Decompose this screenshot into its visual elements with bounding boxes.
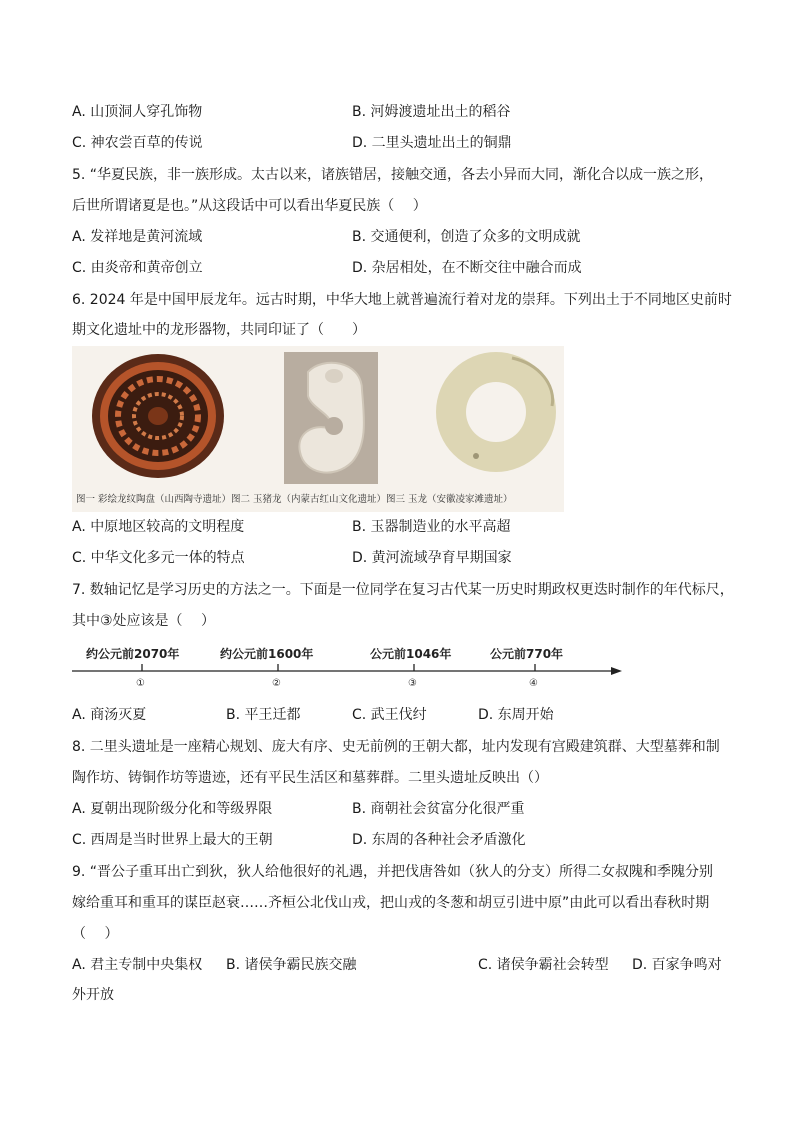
q9-stem-line3: （ ）	[72, 926, 119, 942]
timeline-label-2: 约公元前1600年	[220, 647, 314, 661]
timeline-label-3: 公元前1046年	[370, 647, 452, 661]
q5-option-b: B. 交通便利，创造了众多的文明成就	[352, 229, 581, 245]
q5-stem-line2: 后世所谓诸夏是也。”从这段话中可以看出华夏民族（ ）	[72, 198, 427, 214]
q5-option-d: D. 杂居相处，在不断交往中融合而成	[352, 260, 582, 276]
q7-option-d: D. 东周开始	[478, 707, 554, 723]
figure-caption: 图一 彩绘龙纹陶盘（山西陶寺遗址）图二 玉猪龙（内蒙古红山文化遗址）图三 玉龙（安徽凌家滩遗址）	[76, 494, 513, 505]
painted-pottery-plate-image	[92, 354, 224, 478]
q6-stem-line2: 期文化遗址中的龙形器物，共同印证了（ ）	[72, 322, 366, 338]
jade-dragon-ring-image	[436, 352, 556, 472]
q8-option-a: A. 夏朝出现阶级分化和等级界限	[72, 801, 273, 817]
timeline-label-1: 约公元前2070年	[86, 647, 180, 661]
timeline-label-4: 公元前770年	[490, 647, 564, 661]
q7-option-b: B. 平王迁都	[226, 707, 301, 723]
q6-option-d: D. 黄河流域孕育早期国家	[352, 550, 512, 566]
q9-option-a: A. 君主专制中央集权	[72, 957, 203, 973]
timeline-marker-4: ④	[529, 678, 538, 689]
q6-option-a: A. 中原地区较高的文明程度	[72, 519, 245, 535]
q6-stem-line1: 6. 2024 年是中国甲辰龙年。远古时期，中华大地上就普遍流行着对龙的崇拜。下列出土于不同地区史前时	[72, 292, 732, 308]
q5-option-a: A. 发祥地是黄河流域	[72, 229, 203, 245]
artifacts-illustration	[72, 346, 564, 492]
q9-option-d: D. 百家争鸣对	[632, 957, 722, 973]
dynasty-timeline	[70, 640, 630, 692]
q7-option-c: C. 武王伐纣	[352, 707, 427, 723]
jade-pig-dragon-image	[284, 352, 378, 484]
q4-option-d: D. 二里头遗址出土的铜鼎	[352, 135, 512, 151]
q7-stem-line1: 7. 数轴记忆是学习历史的方法之一。下面是一位同学在复习古代某一历史时期政权更迭时制作的年代标尺，	[72, 582, 734, 598]
q6-option-c: C. 中华文化多元一体的特点	[72, 550, 245, 566]
q7-option-a: A. 商汤灭夏	[72, 707, 147, 723]
timeline-marker-2: ②	[272, 678, 281, 689]
q4-option-a: A. 山顶洞人穿孔饰物	[72, 104, 203, 120]
q8-stem-line1: 8. 二里头遗址是一座精心规划、庞大有序、史无前例的王朝大都，址内发现有宫殿建筑群、大型墓葬和制	[72, 739, 720, 755]
q7-stem-line2: 其中③处应该是（ ）	[72, 613, 216, 629]
q8-option-d: D. 东周的各种社会矛盾激化	[352, 832, 526, 848]
q4-option-c: C. 神农尝百草的传说	[72, 135, 203, 151]
q9-stem-line2: 嫁给重耳和重耳的谋臣赵衰……齐桓公北伐山戎，把山戎的冬葱和胡豆引进中原”由此可以看出春秋时期	[72, 895, 710, 911]
q8-option-b: B. 商朝社会贫富分化很严重	[352, 801, 525, 817]
timeline-arrow-icon	[611, 667, 622, 675]
q9-option-d-continued: 外开放	[72, 987, 114, 1003]
q8-option-c: C. 西周是当时世界上最大的王朝	[72, 832, 273, 848]
dragon-artifacts-figure	[72, 346, 564, 512]
q9-option-b: B. 诸侯争霸民族交融	[226, 957, 357, 973]
q9-stem-line1: 9. “晋公子重耳出亡到狄，狄人给他很好的礼遇，并把伐唐咎如（狄人的分支）所得二女叔隗和季隗分别	[72, 864, 714, 880]
timeline-marker-1: ①	[136, 678, 145, 689]
q5-stem-line1: 5. “华夏民族，非一族形成。太古以来，诸族错居，接触交通，各去小异而大同，渐化合以成一族之形，	[72, 167, 714, 183]
q4-option-b: B. 河姆渡遗址出土的稻谷	[352, 104, 511, 120]
q9-option-c: C. 诸侯争霸社会转型	[478, 957, 609, 973]
q6-option-b: B. 玉器制造业的水平高超	[352, 519, 511, 535]
q5-option-c: C. 由炎帝和黄帝创立	[72, 260, 203, 276]
timeline-marker-3: ③	[408, 678, 417, 689]
q8-stem-line2: 陶作坊、铸铜作坊等遗迹，还有平民生活区和墓葬群。二里头遗址反映出（）	[72, 770, 548, 786]
